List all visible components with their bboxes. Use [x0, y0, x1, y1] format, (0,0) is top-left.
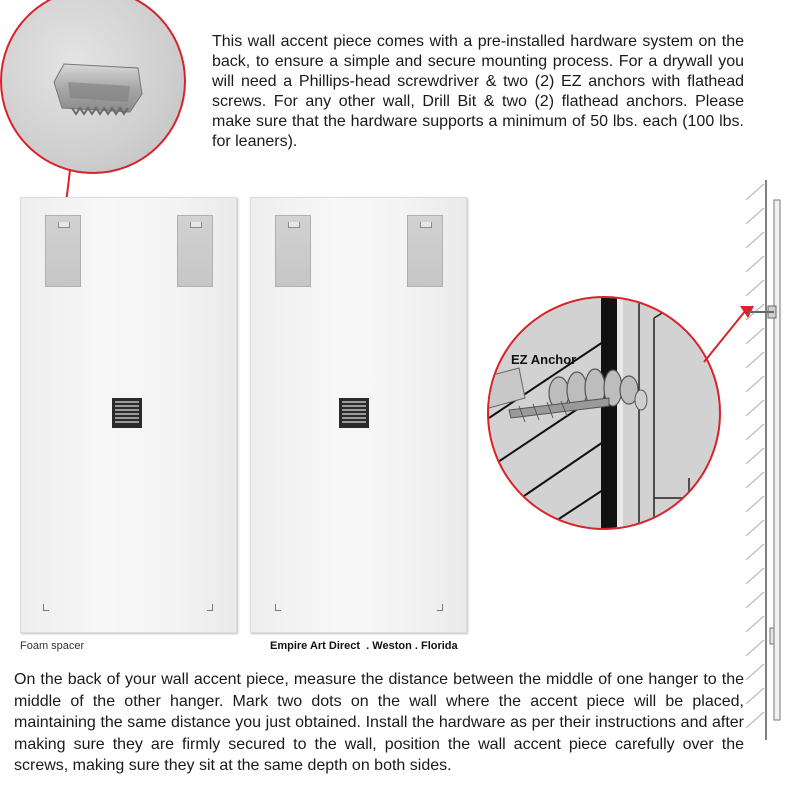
back-panel-left	[20, 197, 237, 633]
foam-spacer-right	[437, 604, 443, 611]
foam-spacer-left	[43, 604, 49, 611]
intro-paragraph: This wall accent piece comes with a pre-installed hardware system on the back, to ensure a simple and secure mounting process. For a drywall you will need a Phillips-head screwdriver & two (2) EZ anchors with flathead screws. For any other wall, Drill Bit & two (2) flathead anchors. Please make sure that the hardware supports a minimum of 50 lbs. each (100 lbs. for leaners).	[212, 33, 744, 150]
company-caption: Empire Art Direct . Weston . Florida	[270, 640, 458, 652]
wall-side-view	[744, 180, 784, 740]
foam-spacer-left	[275, 604, 281, 611]
hanger-top-left	[45, 215, 81, 287]
ez-anchor-label: EZ Anchor	[511, 352, 577, 367]
back-panel-right	[250, 197, 467, 633]
product-label	[112, 398, 142, 428]
hanger-closeup-circle	[0, 0, 186, 174]
hanger-top-left	[275, 215, 311, 287]
ez-anchor-closeup-circle	[487, 296, 721, 530]
hanger-top-right	[177, 215, 213, 287]
sawtooth-hanger-icon	[2, 0, 186, 174]
foam-spacer-caption: Foam spacer	[20, 640, 85, 652]
instructions-paragraph: On the back of your wall accent piece, measure the distance between the middle of one hanger to the middle of the other hanger. Mark two dots on the wall where the accent piece will be placed, maintaining the same distance you just obtained. Install the hardware as per their instructions and after making sure they are firmly secured to the wall, position the wall accent piece carefully over the screws, making sure they sit at the same depth on both sides.	[14, 671, 744, 774]
foam-spacer-right	[207, 604, 213, 611]
product-label	[339, 398, 369, 428]
ez-anchor-icon	[489, 298, 721, 530]
hanger-top-right	[407, 215, 443, 287]
